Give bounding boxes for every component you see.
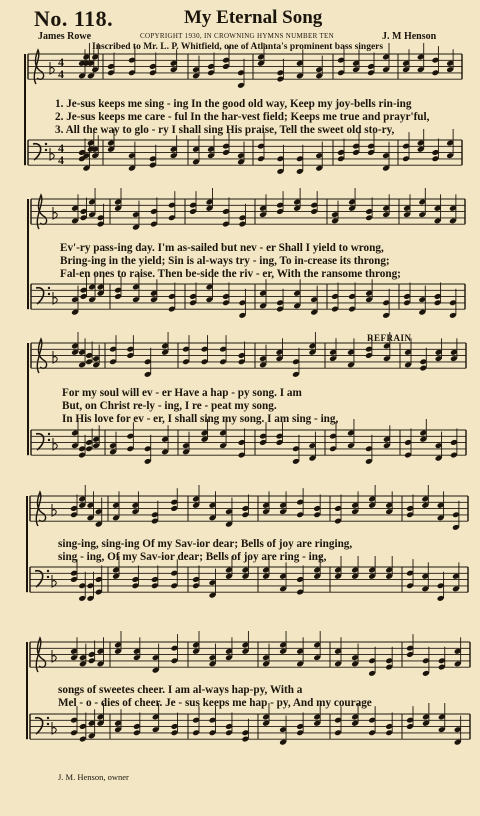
bass-clef-dot: [48, 287, 50, 289]
bass-clef-dot: [45, 143, 47, 145]
lyric-line: Mel - o - dies of cheer. Je - sus keeps me hap - py, And my courage: [58, 697, 372, 709]
lyric-line: Bring-ing in the yield; Sin is al-ways try - ing, To in-crease its throng;: [60, 255, 390, 267]
flat-sign-icon: [53, 207, 57, 219]
time-signature: 4: [58, 153, 64, 167]
flat-sign-icon: [52, 504, 56, 516]
lyric-line: Fal-en ones to raise. Then be-side the riv - er, With the ransome throng;: [60, 268, 401, 280]
flat-sign-icon: [53, 351, 57, 363]
lyric-line: songs of sweetes cheer. I am al-ways hap-py, With a: [58, 684, 303, 696]
dedication-line: Inscribed to Mr. L. P. Whitfield, one of Atlanta's prominent bass singers: [92, 42, 384, 52]
lyric-line: Ev'-ry pass-ing day. I'm as-sailed but nev - er Shall I yield to wrong,: [60, 242, 384, 254]
refrain-label: REFRAIN: [367, 333, 412, 343]
lyric-line: sing - ing, Of my Sav-ior dear; Bells of joy are ring - ing,: [58, 551, 327, 563]
flat-sign-icon: [52, 722, 56, 734]
bass-clef-dot: [45, 149, 47, 151]
bass-clef-dot: [48, 293, 50, 295]
hymn-title: My Eternal Song: [184, 7, 323, 28]
flat-sign-icon: [52, 575, 56, 587]
flat-sign-icon: [52, 650, 56, 662]
owner-credit: J. M. Henson, owner: [58, 772, 129, 782]
copyright-notice: COPYRIGHT 1930, IN CROWNING HYMNS NUMBER TEN: [140, 32, 334, 40]
time-signature: 4: [58, 67, 64, 81]
flat-sign-icon: [53, 438, 57, 450]
lyric-line: 2. Je-sus keeps me care - ful In the har-vest field; Keeps me true and prayr'ful,: [55, 111, 430, 123]
hymn-number: No. 118.: [34, 6, 114, 31]
lyric-line: But, on Christ re-ly - ing, I re - peat my song.: [62, 400, 277, 412]
time-signature: 4: [58, 55, 64, 69]
lyricist-credit: James Rowe: [38, 31, 92, 42]
bass-clef-dot: [47, 717, 49, 719]
composer-credit: J. M Henson: [382, 31, 437, 42]
flat-sign-icon: [53, 292, 57, 304]
lyric-line: For my soul will ev - er Have a hap - py song. I am: [62, 387, 302, 399]
bass-clef-dot: [48, 439, 50, 441]
time-signature: 4: [58, 141, 64, 155]
lyric-line: In His love for ev - er, I shall sing my song. I am sing - ing,: [62, 413, 339, 425]
flat-sign-icon: [50, 148, 54, 160]
bass-clef-dot: [47, 723, 49, 725]
lyric-line: sing-ing, sing-ing Of my Sav-ior dear; Bells of joy are ringing,: [58, 538, 353, 550]
bass-clef-dot: [47, 576, 49, 578]
bass-clef-dot: [48, 433, 50, 435]
flat-sign-icon: [50, 62, 54, 74]
lyric-line: 1. Je-sus keeps me sing - ing In the good old way, Keep my joy-bells rin-ing: [55, 98, 412, 110]
bass-clef-dot: [47, 570, 49, 572]
lyric-line: 3. All the way to glo - ry I shall sing His praise, Tell the sweet old sto-ry,: [55, 124, 395, 136]
